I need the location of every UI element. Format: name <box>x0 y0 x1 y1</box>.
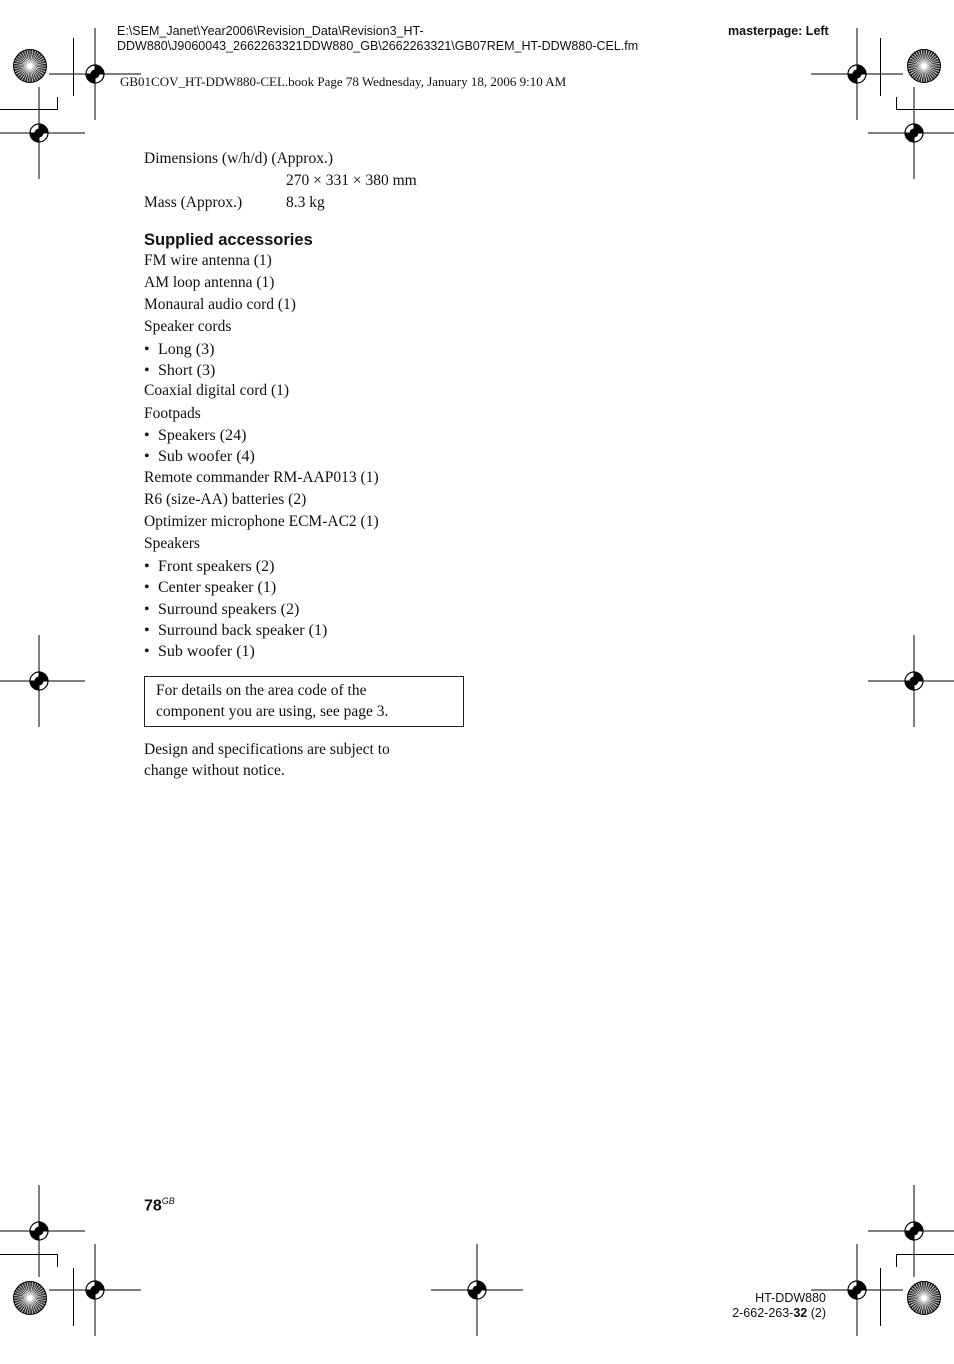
list-item: Speaker cords <box>144 318 232 335</box>
starburst-mark-icon <box>13 49 47 83</box>
file-path-line-1: E:\SEM_Janet\Year2006\Revision_Data\Revision3_HT- <box>117 24 424 38</box>
bullet-text: Short (3) <box>158 362 216 379</box>
dimensions-label: Dimensions (w/h/d) (Approx.) <box>144 150 333 167</box>
bullet-item: • Surround back speaker (1) <box>144 622 328 639</box>
footer-code-suffix: (2) <box>807 1306 826 1320</box>
list-item: AM loop antenna (1) <box>144 274 275 291</box>
file-path-line-2: DDW880\J9060043_2662263321DDW880_GB\2662263321\GB07REM_HT-DDW880-CEL.fm <box>117 39 639 53</box>
book-info-line: GB01COV_HT-DDW880-CEL.book Page 78 Wednesday, January 18, 2006 9:10 AM <box>120 74 567 89</box>
list-item: Coaxial digital cord (1) <box>144 382 290 399</box>
bullet-item: • Center speaker (1) <box>144 579 277 596</box>
registration-mark-icon <box>0 635 85 727</box>
bullet-text: Center speaker (1) <box>158 579 277 596</box>
list-item: Speakers <box>144 535 200 552</box>
mass-value: 8.3 kg <box>286 194 325 211</box>
section-heading: Supplied accessories <box>144 231 313 249</box>
list-item: Remote commander RM-AAP013 (1) <box>144 469 379 486</box>
list-item: R6 (size-AA) batteries (2) <box>144 491 307 508</box>
bullet-item: • Surround speakers (2) <box>144 601 300 618</box>
bullet-text: Sub woofer (1) <box>158 643 255 660</box>
bullet-item: • Long (3) <box>144 341 215 358</box>
mass-label: Mass (Approx.) <box>144 194 243 211</box>
page-number <box>144 1196 175 1215</box>
disclaimer-line-1: Design and specifications are subject to <box>144 741 390 758</box>
registration-mark-icon <box>49 1244 141 1336</box>
list-item: Optimizer microphone ECM-AC2 (1) <box>144 513 379 530</box>
bullet-text: Speakers (24) <box>158 427 247 444</box>
bullet-text: Sub woofer (4) <box>158 448 255 465</box>
bullet-item: • Short (3) <box>144 362 216 379</box>
list-item: FM wire antenna (1) <box>144 252 272 269</box>
registration-mark-icon <box>868 87 954 179</box>
masterpage-label: masterpage: Left <box>728 24 829 38</box>
disclaimer-line-2: change without notice. <box>144 762 285 779</box>
bullet-text: Front speakers (2) <box>158 558 275 575</box>
note-line-1: For details on the area code of the <box>156 682 367 699</box>
page-number-value: 78 <box>144 1197 162 1215</box>
footer-code-bold: 32 <box>793 1306 808 1320</box>
note-box <box>144 676 464 727</box>
bullet-item: • Speakers (24) <box>144 427 247 444</box>
starburst-mark-icon <box>907 49 941 83</box>
bullet-text: Long (3) <box>158 341 215 358</box>
note-line-2: component you are using, see page 3. <box>156 703 389 720</box>
bullet-text: Surround speakers (2) <box>158 601 300 618</box>
footer-code-prefix: 2-662-263- <box>732 1306 794 1320</box>
starburst-mark-icon <box>907 1281 941 1315</box>
bullet-item: • Sub woofer (1) <box>144 643 255 660</box>
list-item: Footpads <box>144 405 201 422</box>
registration-mark-icon <box>811 1244 903 1336</box>
page-number-suffix: GB <box>161 1196 175 1206</box>
list-item: Monaural audio cord (1) <box>144 296 296 313</box>
bullet-text: Surround back speaker (1) <box>158 622 328 639</box>
registration-mark-icon <box>431 1244 523 1336</box>
dimensions-value: 270 × 331 × 380 mm <box>286 172 417 189</box>
footer-model: HT-DDW880 <box>755 1291 826 1305</box>
starburst-mark-icon <box>13 1281 47 1315</box>
bullet-item: • Front speakers (2) <box>144 558 275 575</box>
bullet-item: • Sub woofer (4) <box>144 448 255 465</box>
registration-mark-icon <box>868 635 954 727</box>
registration-mark-icon <box>0 87 85 179</box>
